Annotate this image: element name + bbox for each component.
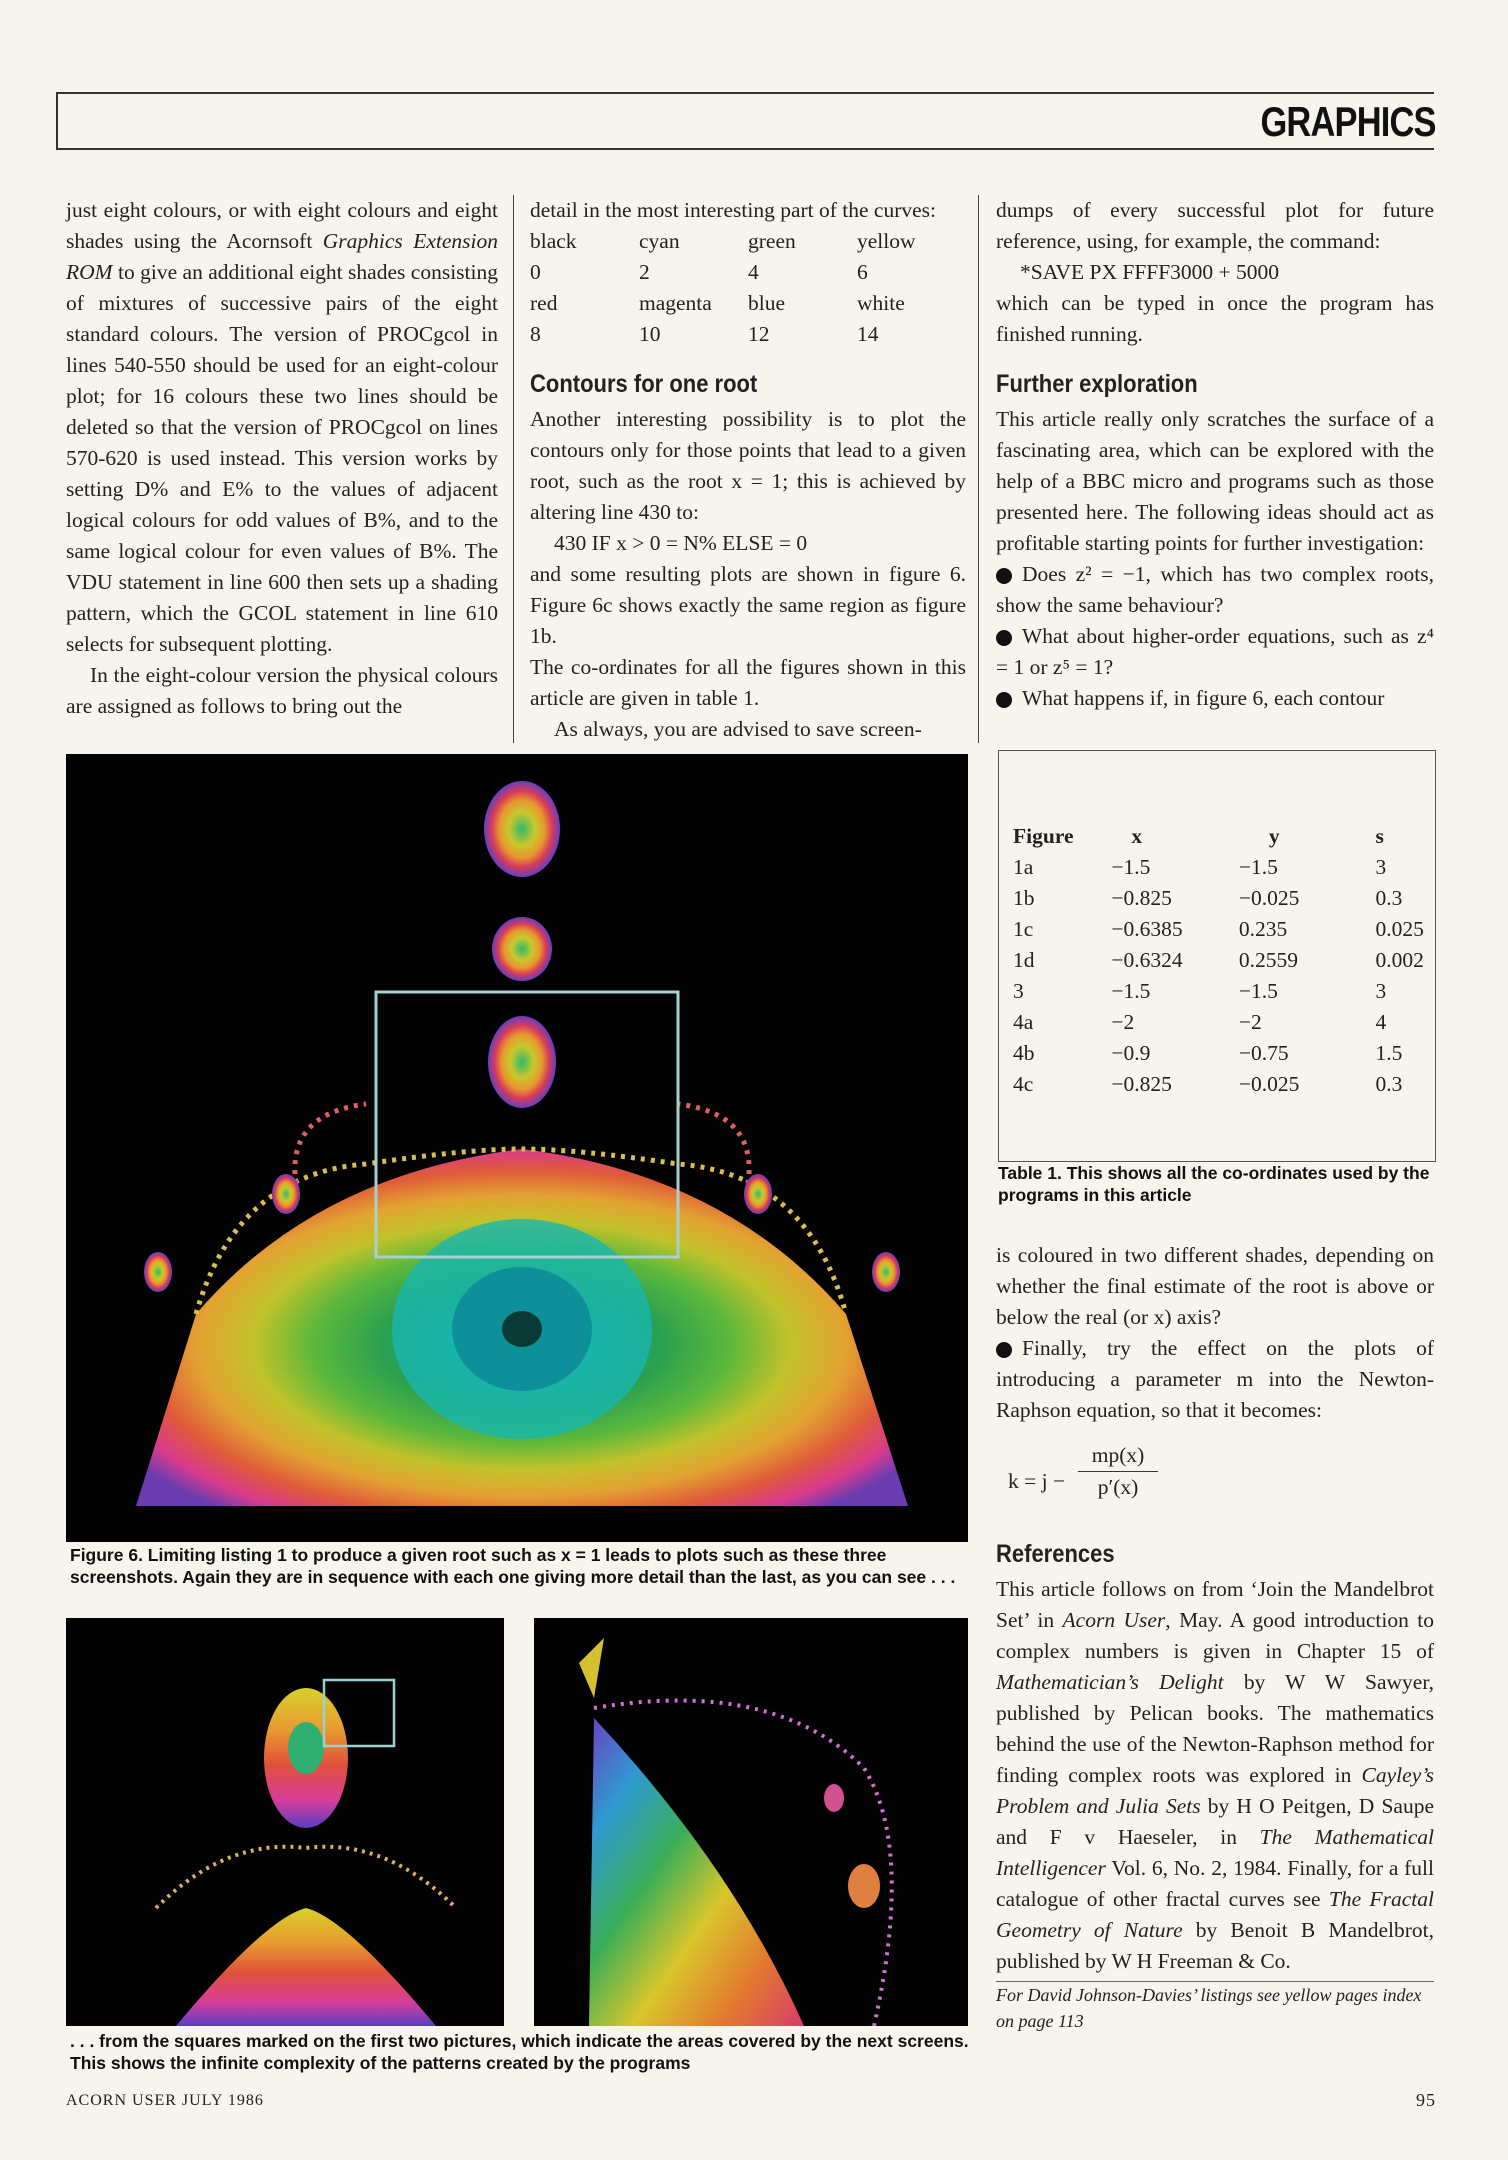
- heading-further-exploration: Further exploration: [996, 370, 1198, 398]
- header-rule: [56, 148, 1434, 150]
- col2-paragraph-2: Another interesting possibility is to plot the contours only for those points that lead to a given root, such as the root x = 1; this is achieved by altering line 430 to:: [530, 407, 966, 524]
- figure-6a: [66, 754, 968, 1542]
- col2-paragraph-4: The co-ordinates for all the figures shown in this article are given in table 1.: [530, 655, 966, 710]
- figure-6b: [66, 1618, 504, 2026]
- bullet-icon: [996, 630, 1012, 646]
- figure-6-caption: Figure 6. Limiting listing 1 to produce a given root such as x = 1 leads to plots such as these three screenshots. Again they are in sequence with each one giving more detail than the last, as you can see . . .: [70, 1545, 956, 1587]
- table-row: 4c −0.825 −0.025 0.3: [1013, 1072, 1403, 1096]
- table-row: 1c −0.6385 0.235 0.025: [1013, 917, 1424, 941]
- table-row: 3 −1.5 −1.5 3: [1013, 979, 1387, 1003]
- fractal-plot-6c: [534, 1618, 968, 2026]
- figure-6bc-caption: . . . from the squares marked on the first two pictures, which indicate the areas covered by the next screens. This shows the infinite complexity of the patterns created by the programs: [70, 2031, 969, 2073]
- heading-contours: Contours for one root: [530, 370, 758, 398]
- fractal-plot-6b: [66, 1618, 504, 2026]
- bullet-2: What about higher-order equations, such as z⁴ = 1 or z⁵ = 1?: [996, 624, 1434, 679]
- col1-paragraph-2: In the eight-colour version the physical colours are assigned as follows to bring out the: [66, 663, 498, 718]
- table-row: 1b −0.825 −0.025 0.3: [1013, 886, 1403, 910]
- table-1-caption: Table 1. This shows all the co-ordinates used by the programs in this article: [998, 1163, 1430, 1205]
- bullet-icon: [996, 568, 1012, 584]
- bullet-icon: [996, 1342, 1012, 1358]
- col3-paragraph-3: This article really only scratches the surface of a fascinating area, which can be explored with the help of a BBC micro and programs such as those presented here. The following ideas should act as profitable starting points for further investigation:: [996, 407, 1434, 555]
- column-2: [530, 195, 966, 745]
- column-1: [66, 195, 498, 722]
- table-row: 1d −0.6324 0.2559 0.002: [1013, 948, 1424, 972]
- bullet-3: What happens if, in figure 6, each contour: [996, 683, 1434, 714]
- section-title: GRAPHICS: [1260, 98, 1436, 145]
- table-header-row: Figure x y s: [1013, 824, 1384, 848]
- table-1-box: [998, 750, 1436, 1162]
- heading-references: References: [996, 1540, 1115, 1568]
- figure-6c: [534, 1618, 968, 2026]
- bullet-4: Finally, try the effect on the plots of introducing a parameter m into the Newton-Raphson equation, so that it becomes:: [996, 1336, 1434, 1422]
- colour-table: black cyan green yellow 0 2 4 6 red magenta blue white 8 10 12 14: [530, 229, 916, 346]
- footer-magazine: ACORN USER JULY 1986: [66, 2092, 264, 2109]
- references-paragraph: This article follows on from ‘Join the Mandelbrot Set’ in Acorn User, May. A good introduction to complex numbers is given in Chapter 15 of Mathematician’s Delight by W W Sawyer, published by Pelican books. The mathematics behind the use of the Newton-Raphson method for finding complex roots was explored in Cayley’s Problem and Julia Sets by H O Peitgen, D Saupe and F v Haeseler, in The Mathematical Intelligencer Vol. 6, No. 2, 1984. Finally, for a full catalogue of other fractal curves see The Fractal Geometry of Nature by Benoit B Mandelbrot, published by W H Freeman & Co.: [996, 1577, 1435, 1973]
- fractal-plot-6a: [66, 754, 968, 1542]
- col3-paragraph-1: dumps of every successful plot for future reference, using, for example, the command:: [996, 198, 1434, 253]
- header-left-rule: [56, 92, 58, 148]
- table-row: 4b −0.9 −0.75 1.5: [1013, 1041, 1403, 1065]
- col2-paragraph-3: and some resulting plots are shown in figure 6. Figure 6c shows exactly the same region as figure 1b.: [530, 562, 966, 648]
- col3-paragraph-2: which can be typed in once the program has finished running.: [996, 291, 1434, 346]
- table-row: 1a −1.5 −1.5 3: [1013, 855, 1387, 879]
- listings-note: For David Johnson-Davies’ listings see yellow pages index on page 113: [996, 1985, 1422, 2031]
- bullet-icon: [996, 692, 1012, 708]
- table-row: 4a −2 −2 4: [1013, 1010, 1387, 1034]
- code-line-430: 430 IF x > 0 = N% ELSE = 0: [554, 531, 808, 555]
- col2-paragraph-1: detail in the most interesting part of the curves:: [530, 198, 937, 222]
- coordinates-table: [1013, 821, 1435, 1100]
- page-number: 95: [1416, 2090, 1436, 2110]
- col1-paragraph-1: just eight colours, or with eight colours and eight shades using the Acornsoft Graphics Extension ROM to give an additional eight shades consisting of mixtures of successive pairs of the eight standard colours. The version of PROCgcol in lines 540-550 should be used for an eight-colour plot; for 16 colours these two lines should be deleted so that the version of PROCgcol on lines 570-620 is used instead. This version works by setting D% and E% to the values of adjacent logical colours for odd values of B%, and to the same logical colour for even values of B%. The VDU statement in line 600 then sets up a shading pattern, which the GCOL statement in line 610 selects for subsequent plotting.: [66, 198, 499, 656]
- column-divider-2: [978, 195, 979, 743]
- column-3-top: [996, 195, 1434, 714]
- equation: k = j − $\frac{mp(x)}{p'(x)}$: [1008, 1440, 1434, 1520]
- col3-paragraph-4: is coloured in two different shades, depending on whether the final estimate of the root is above or below the real (or x) axis?: [996, 1243, 1434, 1329]
- col2-paragraph-5: As always, you are advised to save screen-: [554, 717, 922, 741]
- bullet-1: Does z² = −1, which has two complex roots, show the same behaviour?: [996, 562, 1434, 617]
- header-top-rule: [56, 92, 1434, 94]
- column-3-bottom: [996, 1240, 1434, 2034]
- save-command: *SAVE PX FFFF3000 + 5000: [1020, 260, 1280, 284]
- column-divider-1: [513, 195, 514, 743]
